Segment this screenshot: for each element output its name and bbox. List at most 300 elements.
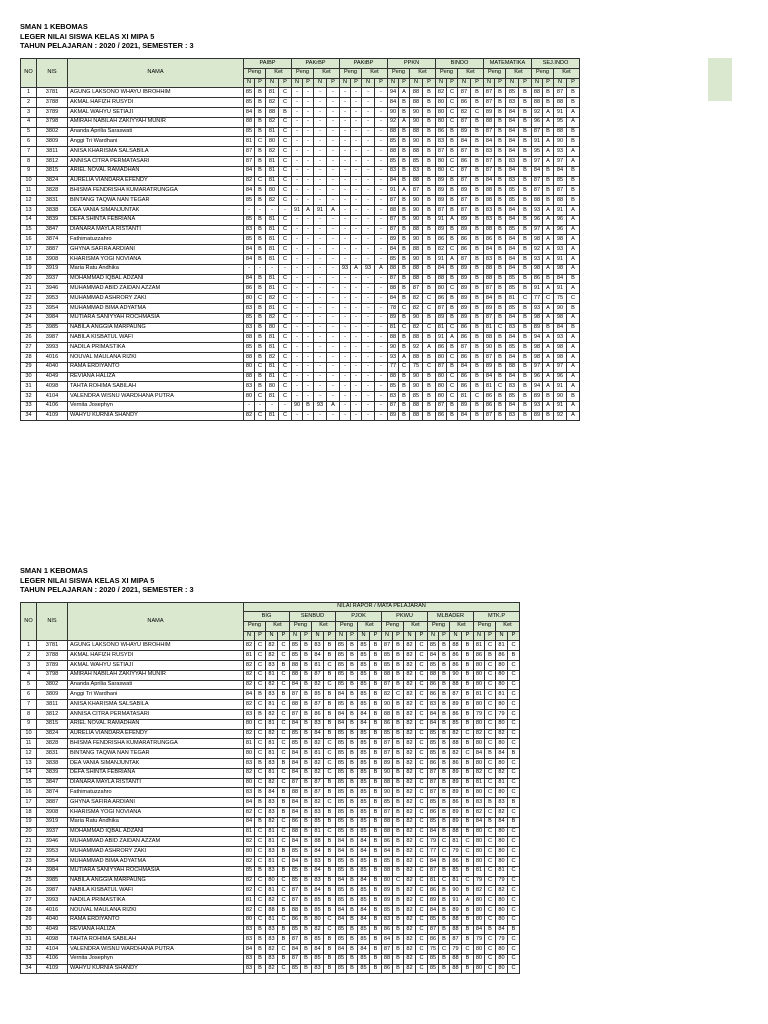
grade-cell: B xyxy=(301,749,312,759)
grade-cell: 82 xyxy=(404,670,416,680)
grade-cell: C xyxy=(279,343,292,353)
grade-cell: 85 xyxy=(244,88,255,98)
grade-cell: B xyxy=(447,294,458,304)
grade-cell: B xyxy=(423,117,436,127)
grade-cell: 90 xyxy=(410,382,423,392)
grade-cell: 87 xyxy=(458,254,471,264)
grade-cell: 82 xyxy=(404,935,416,945)
grade-cell: 85 xyxy=(358,690,370,700)
grade-cell: 93 xyxy=(532,205,543,215)
grade-cell: 84 xyxy=(506,264,519,274)
grade-cell: 80 xyxy=(496,837,508,847)
grade-cell: 80 xyxy=(474,964,485,974)
grade-cell: - xyxy=(327,254,340,264)
grade-cell: - xyxy=(292,137,303,147)
grade-cell: 88 xyxy=(410,411,423,421)
grade-cell: - xyxy=(292,215,303,225)
student-name: AMIRAH NABILAH ZAKIYYAH MUNIR xyxy=(68,117,244,127)
grade-cell: B xyxy=(543,186,554,196)
grade-cell: - xyxy=(375,107,388,117)
grade-cell: 80 xyxy=(244,719,255,729)
student-name: WAHYU KURNIA SHANDY xyxy=(68,964,244,974)
grade-cell: 85 xyxy=(428,798,439,808)
grade-cell: B xyxy=(567,392,580,402)
grade-cell: - xyxy=(303,343,314,353)
grade-cell: 82 xyxy=(404,758,416,768)
np-header: N xyxy=(292,78,303,88)
grade-cell: 80 xyxy=(496,827,508,837)
grade-cell: B xyxy=(447,147,458,157)
row-number: 23 xyxy=(21,856,37,866)
grade-cell: 85 xyxy=(290,876,301,886)
grade-cell: 85 xyxy=(336,768,347,778)
grade-cell: C xyxy=(485,768,496,778)
student-nis: 3802 xyxy=(37,680,68,690)
grade-cell: C xyxy=(255,749,266,759)
table-row xyxy=(21,117,580,127)
grade-cell: A xyxy=(447,215,458,225)
grade-cell: A xyxy=(567,333,580,343)
grade-cell: B xyxy=(439,807,450,817)
grade-cell: - xyxy=(327,117,340,127)
grade-cell: 88 xyxy=(484,333,495,343)
grade-cell: 86 xyxy=(458,156,471,166)
grade-cell: 84 xyxy=(496,817,508,827)
ket-header: Ket xyxy=(554,68,580,78)
grade-cell: - xyxy=(351,127,362,137)
grade-cell: 88 xyxy=(382,817,393,827)
table-row xyxy=(21,313,580,323)
grade-cell: 90 xyxy=(382,768,393,778)
subject-header: BINDO xyxy=(436,59,484,69)
student-nis: 4040 xyxy=(37,915,68,925)
grade-cell: 77 xyxy=(428,847,439,857)
grade-cell: 86 xyxy=(458,235,471,245)
grade-cell: 80 xyxy=(436,372,447,382)
grade-cell: B xyxy=(301,758,312,768)
grade-cell: B xyxy=(543,196,554,206)
grade-cell: B xyxy=(543,392,554,402)
grade-cell: 82 xyxy=(404,651,416,661)
student-name: NOUVAL MAULANA RIZKI xyxy=(68,352,244,362)
grade-cell: 87 xyxy=(382,749,393,759)
grade-cell: 90 xyxy=(410,235,423,245)
grade-cell: - xyxy=(303,392,314,402)
grade-cell: B xyxy=(423,98,436,108)
grade-cell: 85 xyxy=(312,935,324,945)
grade-cell: B xyxy=(447,225,458,235)
grade-cell: 85 xyxy=(506,303,519,313)
grade-cell: 81 xyxy=(266,362,279,372)
grade-cell: 80 xyxy=(474,719,485,729)
grade-cell: B xyxy=(567,186,580,196)
grade-cell: B xyxy=(301,876,312,886)
student-name: MUTIARA SANIYYAH ROCHMASIA xyxy=(68,866,244,876)
grade-cell: A xyxy=(543,284,554,294)
student-nis: 3839 xyxy=(37,215,68,225)
grade-cell: B xyxy=(393,915,404,925)
np-header: P xyxy=(351,78,362,88)
student-nis: 3987 xyxy=(37,333,68,343)
grade-cell: 85 xyxy=(358,729,370,739)
grade-cell: - xyxy=(362,294,375,304)
grade-cell: C xyxy=(393,690,404,700)
grade-cell: - xyxy=(314,147,327,157)
grade-cell: 88 xyxy=(244,333,255,343)
grade-cell: C xyxy=(508,788,520,798)
grade-cell: 87 xyxy=(290,778,301,788)
grade-cell: 84 xyxy=(358,915,370,925)
grade-cell: C xyxy=(279,313,292,323)
grade-cell: 80 xyxy=(496,896,508,906)
grade-cell: 83 xyxy=(506,156,519,166)
grade-cell: 84 xyxy=(244,245,255,255)
grade-cell: 82 xyxy=(410,323,423,333)
table-row xyxy=(21,905,520,915)
grade-cell: 88 xyxy=(532,88,543,98)
grade-cell: 88 xyxy=(312,837,324,847)
grade-cell: C xyxy=(416,778,428,788)
grade-cell: - xyxy=(314,245,327,255)
grade-cell: - xyxy=(244,205,255,215)
student-name: AKMAL HAFIZH RUSYDI xyxy=(68,651,244,661)
grade-cell: - xyxy=(375,196,388,206)
grade-cell: 84 xyxy=(244,274,255,284)
grade-cell: 87 xyxy=(428,866,439,876)
grade-cell: A xyxy=(447,254,458,264)
grade-cell: B xyxy=(462,778,474,788)
grade-cell: B xyxy=(278,954,290,964)
grade-cell: C xyxy=(255,294,266,304)
grade-cell: 84 xyxy=(474,749,485,759)
grade-cell: C xyxy=(278,827,290,837)
grade-cell: 86 xyxy=(458,382,471,392)
row-number: 9 xyxy=(21,166,37,176)
grade-cell: B xyxy=(495,362,506,372)
grade-cell: B xyxy=(347,964,358,974)
grade-cell: B xyxy=(393,788,404,798)
student-nis: 3953 xyxy=(37,847,68,857)
table-row xyxy=(21,915,520,925)
grade-cell: 91 xyxy=(436,333,447,343)
grade-cell: - xyxy=(292,176,303,186)
grade-cell: 89 xyxy=(382,758,393,768)
grade-cell: - xyxy=(375,88,388,98)
table-row xyxy=(21,700,520,710)
grade-cell: B xyxy=(370,886,382,896)
grade-cell: B xyxy=(324,641,336,651)
grade-cell: B xyxy=(393,964,404,974)
grade-cell: 85 xyxy=(358,827,370,837)
grade-cell: 82 xyxy=(404,641,416,651)
student-name: GHYNA SAFIRA ARDIANI xyxy=(68,245,244,255)
grade-cell: B xyxy=(471,323,484,333)
grade-cell: - xyxy=(327,392,340,402)
student-name: Maria Ratu Andhika xyxy=(68,264,244,274)
grade-cell: - xyxy=(362,333,375,343)
grade-cell: 84 xyxy=(290,768,301,778)
np-header: N xyxy=(266,78,279,88)
grade-cell: - xyxy=(351,107,362,117)
grade-cell: - xyxy=(362,372,375,382)
grade-cell: 86 xyxy=(428,680,439,690)
grade-cell: B xyxy=(508,817,520,827)
grade-cell: 92 xyxy=(532,107,543,117)
grade-cell: C xyxy=(508,758,520,768)
grade-cell: 92 xyxy=(388,117,399,127)
grade-cell: - xyxy=(362,176,375,186)
row-number: 19 xyxy=(21,817,37,827)
grade-cell: B xyxy=(301,680,312,690)
grade-cell: 85 xyxy=(388,254,399,264)
student-name: Anggi Tri Wardhani xyxy=(68,690,244,700)
grade-cell: B xyxy=(495,245,506,255)
grade-cell: B xyxy=(370,896,382,906)
grade-cell: 89 xyxy=(458,294,471,304)
student-name: NABILA ANGGIA MARPAUNG xyxy=(68,323,244,333)
grade-cell: B xyxy=(255,372,266,382)
grade-cell: 85 xyxy=(428,817,439,827)
grade-cell: 84 xyxy=(358,905,370,915)
grade-cell: A xyxy=(543,352,554,362)
row-number: 14 xyxy=(21,215,37,225)
grade-cell: C xyxy=(495,382,506,392)
row-number: 6 xyxy=(21,137,37,147)
grade-cell: 96 xyxy=(532,215,543,225)
row-number: 19 xyxy=(21,264,37,274)
grade-cell: 87 xyxy=(388,401,399,411)
student-name: MOHAMMAD IQBAL ADZANI xyxy=(68,274,244,284)
grade-cell: 80 xyxy=(474,758,485,768)
student-name: VALENDRA WISNU WARDHANA PUTRA xyxy=(68,392,244,402)
grade-cell: - xyxy=(375,225,388,235)
grade-cell: A xyxy=(567,205,580,215)
grade-cell: C xyxy=(447,166,458,176)
grade-cell: B xyxy=(301,905,312,915)
np-header: N xyxy=(458,78,471,88)
grade-cell: 86 xyxy=(450,798,462,808)
grade-cell: 86 xyxy=(458,333,471,343)
grade-cell: A xyxy=(399,88,410,98)
grade-cell: 85 xyxy=(358,768,370,778)
grade-cell: - xyxy=(375,147,388,157)
student-nis: 3839 xyxy=(37,768,68,778)
student-nis: 3908 xyxy=(37,807,68,817)
grade-cell: - xyxy=(362,411,375,421)
grade-cell: 84 xyxy=(290,837,301,847)
school-name: SMAN 1 KEBOMAS xyxy=(20,22,88,31)
student-nis: 3831 xyxy=(37,749,68,759)
grade-cell: - xyxy=(314,333,327,343)
grade-cell: B xyxy=(423,205,436,215)
grade-cell: 88 xyxy=(554,196,567,206)
grade-cell: 81 xyxy=(496,690,508,700)
grade-cell: 85 xyxy=(428,954,439,964)
grade-cell: - xyxy=(362,186,375,196)
grade-cell: C xyxy=(508,866,520,876)
grade-cell: - xyxy=(303,303,314,313)
grade-cell: B xyxy=(462,827,474,837)
grade-cell: C xyxy=(447,98,458,108)
grade-cell: 88 xyxy=(554,127,567,137)
grade-cell: 85 xyxy=(336,896,347,906)
table-row xyxy=(21,372,580,382)
grade-cell: B xyxy=(324,896,336,906)
grade-cell: 81 xyxy=(312,749,324,759)
grade-cell: B xyxy=(447,274,458,284)
grade-cell: 83 xyxy=(244,935,255,945)
grade-cell: B xyxy=(278,925,290,935)
grade-cell: 84 xyxy=(506,166,519,176)
grade-cell: B xyxy=(423,382,436,392)
grade-cell: B xyxy=(370,935,382,945)
grade-cell: B xyxy=(462,680,474,690)
np-header: N xyxy=(340,78,351,88)
grade-cell: 91 xyxy=(532,284,543,294)
grade-cell: - xyxy=(292,411,303,421)
grade-cell: 94 xyxy=(532,333,543,343)
grade-cell: B xyxy=(508,798,520,808)
grade-cell: 85 xyxy=(382,798,393,808)
grade-cell: B xyxy=(347,856,358,866)
grade-cell: 89 xyxy=(458,186,471,196)
student-nis: 3847 xyxy=(37,225,68,235)
grade-cell: 89 xyxy=(532,323,543,333)
grade-cell: 80 xyxy=(474,856,485,866)
grade-cell: B xyxy=(567,88,580,98)
grade-cell: - xyxy=(362,137,375,147)
grade-cell: B xyxy=(399,147,410,157)
grade-cell: B xyxy=(462,670,474,680)
grade-cell: 86 xyxy=(382,837,393,847)
grade-cell: 82 xyxy=(496,768,508,778)
grade-cell: 80 xyxy=(244,915,255,925)
student-name: VALENDRA WISNU WARDHANA PUTRA xyxy=(68,945,244,955)
grade-cell: 83 xyxy=(410,166,423,176)
grade-cell: B xyxy=(255,245,266,255)
table-row xyxy=(21,333,580,343)
grade-cell: - xyxy=(362,254,375,264)
grade-cell: C xyxy=(255,807,266,817)
grade-cell: - xyxy=(303,98,314,108)
grade-cell: B xyxy=(399,372,410,382)
grade-cell: 82 xyxy=(266,964,278,974)
grade-cell: 80 xyxy=(244,392,255,402)
grade-cell: 84 xyxy=(244,186,255,196)
student-nis: 4104 xyxy=(37,392,68,402)
grade-cell: - xyxy=(314,343,327,353)
table-row xyxy=(21,651,520,661)
grade-cell: C xyxy=(485,680,496,690)
grade-cell: 84 xyxy=(506,333,519,343)
grade-cell: 87 xyxy=(458,166,471,176)
grade-cell: C xyxy=(416,866,428,876)
grade-cell: 86 xyxy=(458,352,471,362)
grade-cell: C xyxy=(508,680,520,690)
grade-cell: 86 xyxy=(458,245,471,255)
grade-cell: 84 xyxy=(474,817,485,827)
grade-cell: - xyxy=(362,343,375,353)
grade-cell: B xyxy=(423,176,436,186)
grade-cell: C xyxy=(324,915,336,925)
grade-cell: B xyxy=(278,935,290,945)
grade-cell: C xyxy=(279,225,292,235)
grade-cell: B xyxy=(423,127,436,137)
grade-cell: B xyxy=(519,196,532,206)
np-header: P xyxy=(416,631,428,641)
grade-cell: B xyxy=(399,225,410,235)
grade-cell: 88 xyxy=(410,401,423,411)
grade-cell: B xyxy=(495,294,506,304)
grade-cell: 87 xyxy=(410,284,423,294)
student-name: NABILA KISBATUL WAFI xyxy=(68,333,244,343)
grade-cell: 85 xyxy=(336,660,347,670)
grade-cell: - xyxy=(327,411,340,421)
subject-header: MATEMATIKA xyxy=(484,59,532,69)
grade-cell: - xyxy=(375,382,388,392)
grade-cell: 83 xyxy=(244,303,255,313)
student-nis: 3788 xyxy=(37,651,68,661)
grade-cell: B xyxy=(324,729,336,739)
student-name: Maria Ratu Andhika xyxy=(68,817,244,827)
np-header: P xyxy=(447,78,458,88)
grade-cell: - xyxy=(351,225,362,235)
grade-cell: - xyxy=(303,156,314,166)
grade-cell: C xyxy=(508,886,520,896)
np-header: N xyxy=(336,631,347,641)
grade-cell: 85 xyxy=(336,798,347,808)
grade-cell: A xyxy=(567,225,580,235)
grade-cell: C xyxy=(508,896,520,906)
grade-cell: 80 xyxy=(474,680,485,690)
grade-cell: - xyxy=(303,88,314,98)
grade-cell: 85 xyxy=(506,88,519,98)
student-nis: 3809 xyxy=(37,137,68,147)
grade-cell: - xyxy=(340,107,351,117)
table-row xyxy=(21,807,520,817)
student-name: WAHYU KURNIA SHANDY xyxy=(68,411,244,421)
grade-cell: B xyxy=(347,690,358,700)
grade-cell: C xyxy=(279,303,292,313)
grade-cell: 79 xyxy=(496,876,508,886)
grade-cell: C xyxy=(278,778,290,788)
grade-cell: A xyxy=(543,254,554,264)
grade-cell: 87 xyxy=(458,147,471,157)
grade-cell: - xyxy=(375,98,388,108)
grade-cell: B xyxy=(255,215,266,225)
grade-cell: - xyxy=(375,274,388,284)
grade-cell: B xyxy=(462,886,474,896)
grade-cell: B xyxy=(393,749,404,759)
grade-cell: B xyxy=(423,156,436,166)
np-header: P xyxy=(495,78,506,88)
grade-cell: 83 xyxy=(266,954,278,964)
grade-cell: B xyxy=(324,807,336,817)
grade-cell: 85 xyxy=(336,935,347,945)
grade-cell: C xyxy=(393,876,404,886)
grade-cell: - xyxy=(351,411,362,421)
grade-cell: B xyxy=(255,166,266,176)
grade-cell: 86 xyxy=(428,807,439,817)
ket-header: Ket xyxy=(450,621,474,631)
grade-cell: 84 xyxy=(244,690,255,700)
grade-cell: 84 xyxy=(496,749,508,759)
grade-cell: B xyxy=(347,749,358,759)
grade-cell: B xyxy=(393,719,404,729)
grade-cell: 80 xyxy=(436,107,447,117)
grade-cell: 90 xyxy=(388,343,399,353)
grade-cell: - xyxy=(292,254,303,264)
